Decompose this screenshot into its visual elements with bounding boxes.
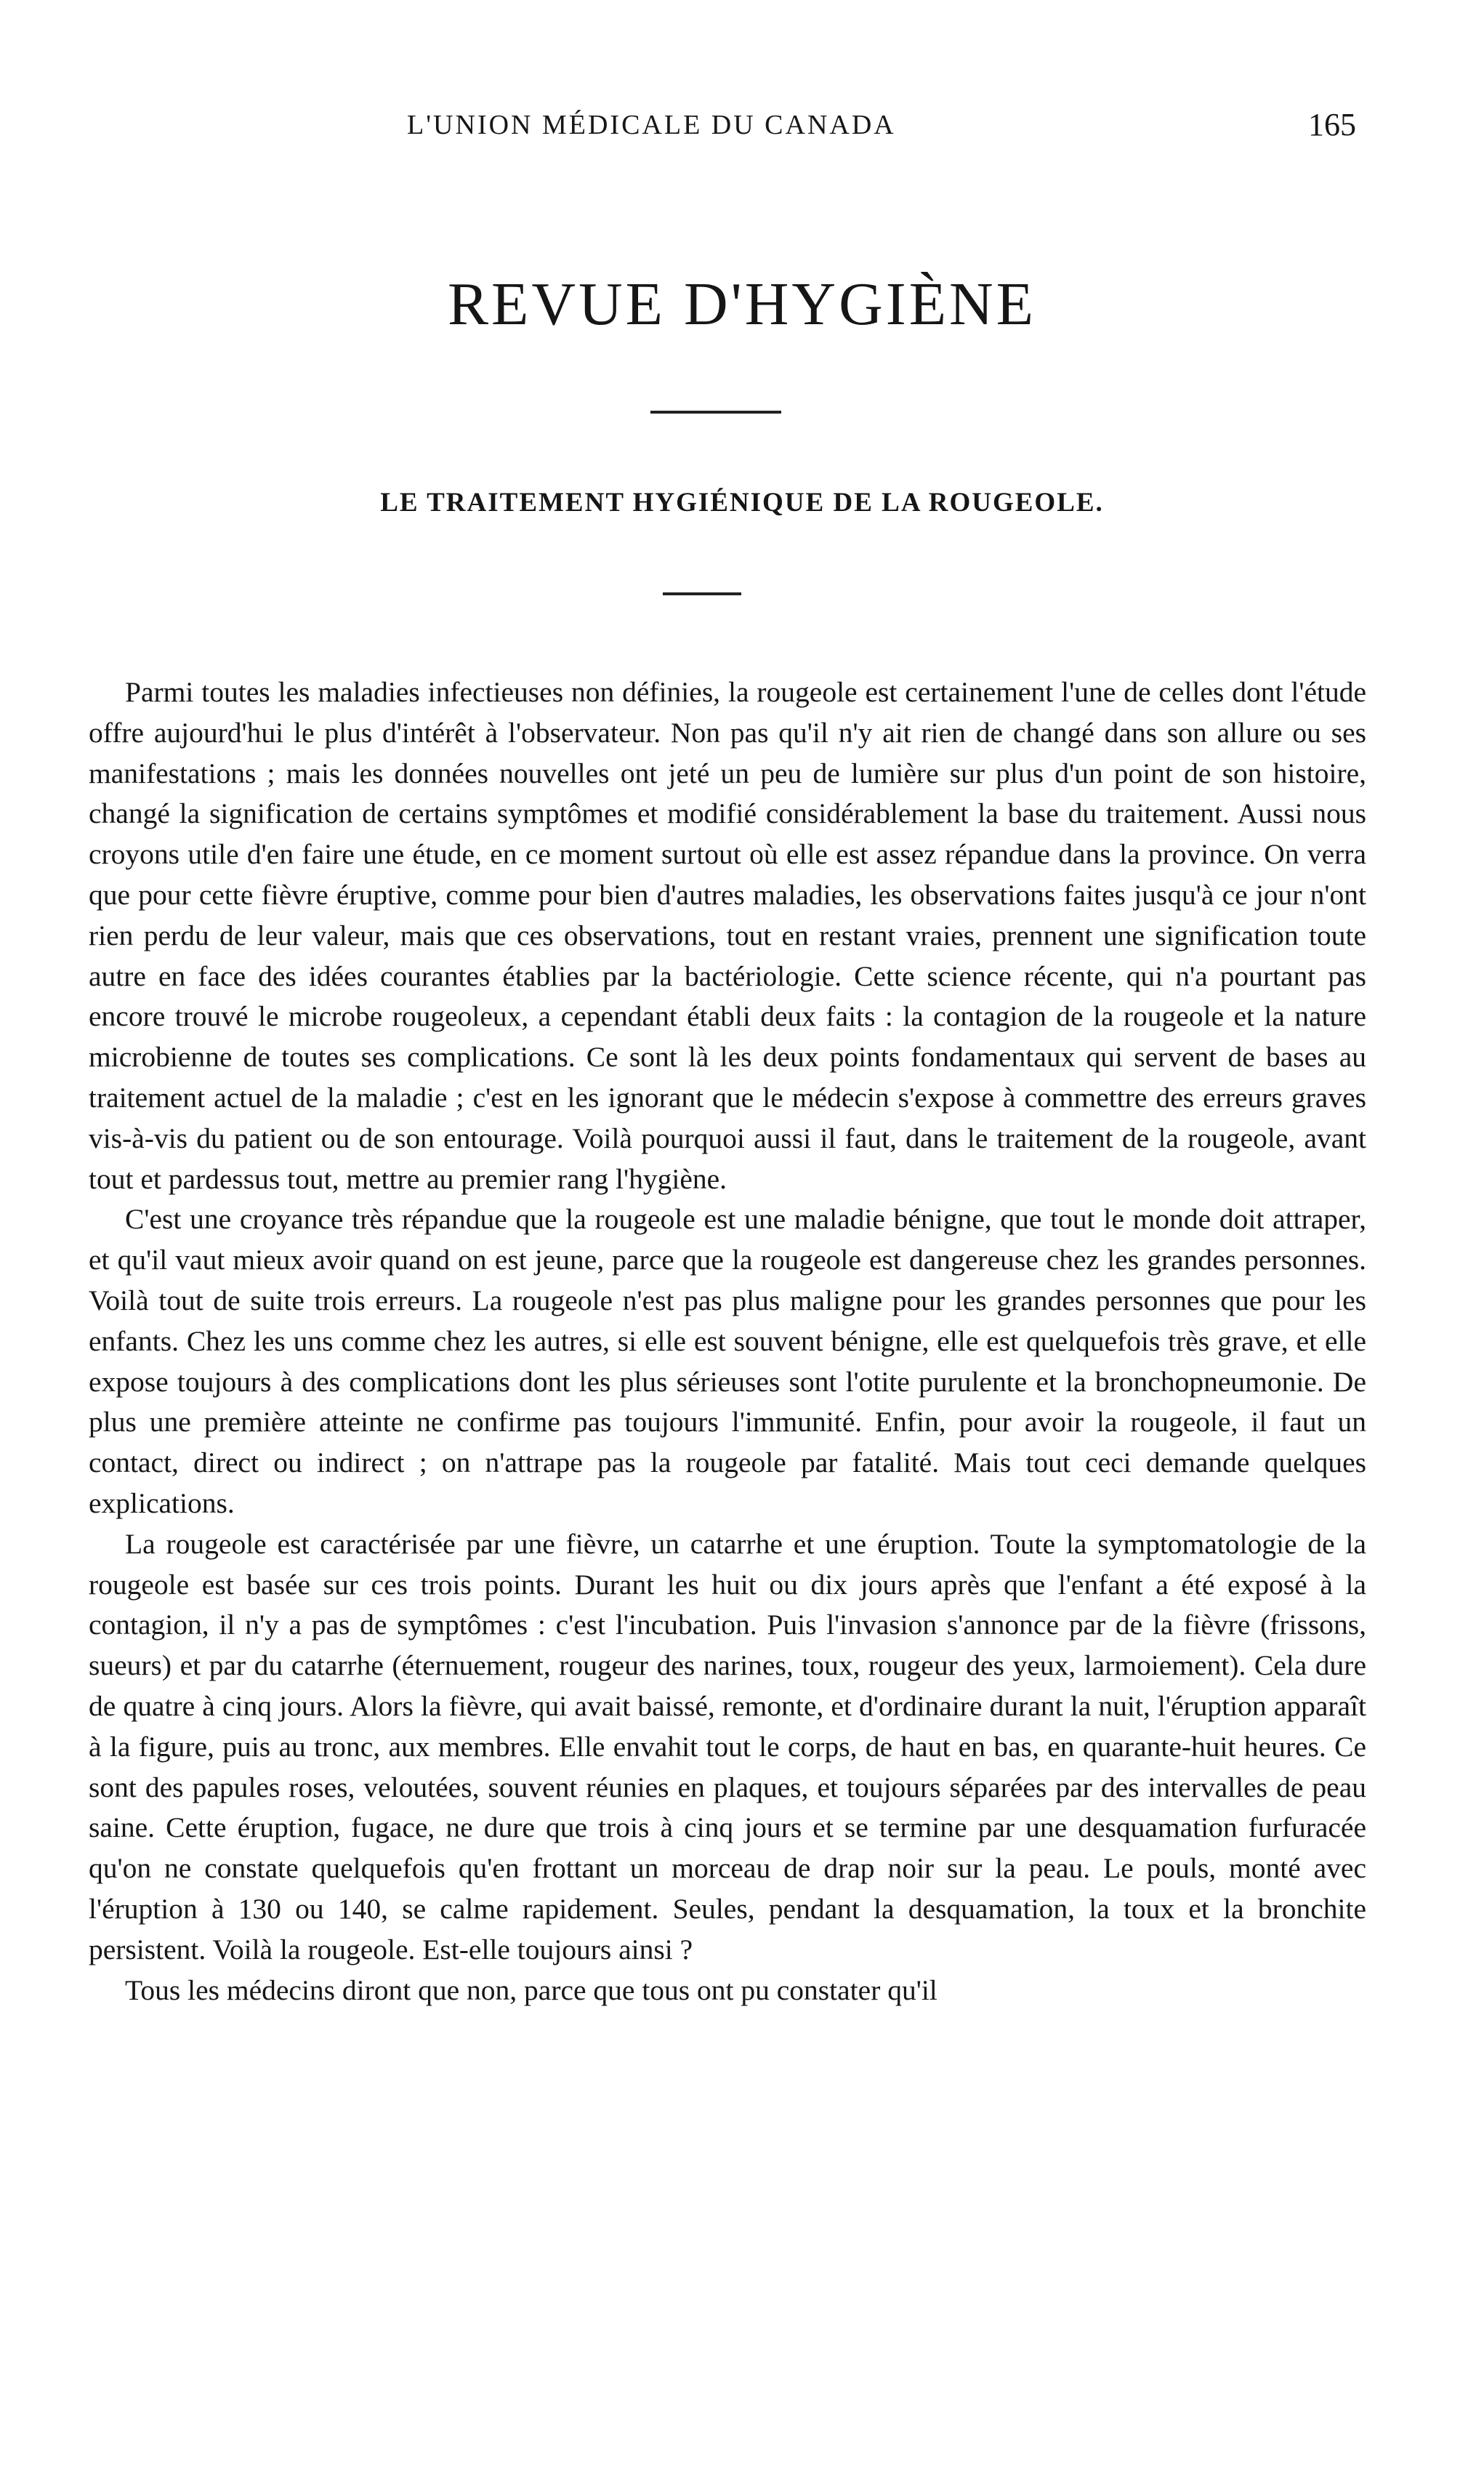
page-number: 165 [1308, 107, 1356, 142]
paragraph: Parmi toutes les maladies infectieuses non définies, la rougeole est certainement l'une de celles dont l'étude offre aujourd'hui le plus d'intérêt à l'observateur. Non pas qu'il n'y ait rien de changé dans son allure ou ses manifestations ; mais les données nouvelles ont jeté un peu de lumière sur plus d'un point de son histoire, changé la signification de certains symptômes et modifié considérablement la base du traitement. Aussi nous croyons utile d'en faire une étude, en ce moment surtout où elle est assez répandue dans la province. On verra que pour cette fièvre éruptive, comme pour bien d'autres maladies, les observations faites jusqu'à ce jour n'ont rien perdu de leur valeur, mais que ces observations, tout en restant vraies, prennent une signification toute autre en face des idées courantes établies par la bactériologie. Cette science récente, qui n'a pourtant pas encore trouvé le microbe rougeoleux, a cependant établi deux faits : la contagion de la rougeole et la nature microbienne de toutes ses complications. Ce sont là les deux points fondamentaux qui servent de bases au traitement actuel de la maladie ; c'est en les ignorant que le médecin s'expose à commettre des erreurs graves vis-à-vis du patient ou de son entourage. Voilà pourquoi aussi il faut, dans le traitement de la rougeole, avant tout et pardessus tout, mettre au premier rang l'hygiène. [89, 676, 1366, 1195]
article-body [89, 672, 1366, 2011]
paragraph: C'est une croyance très répandue que la rougeole est une maladie bénigne, que tout le monde doit attraper, et qu'il vaut mieux avoir quand on est jeune, parce que la rougeole est dangereuse chez les grandes personnes. Voilà tout de suite trois erreurs. La rougeole n'est pas plus maligne pour les grandes personnes que pour les enfants. Chez les uns comme chez les autres, si elle est souvent bénigne, elle est quelquefois très grave, et elle expose toujours à des complications dont les plus sérieuses sont l'otite purulente et la bronchopneumonie. De plus une première atteinte ne confirme pas toujours l'immunité. Enfin, pour avoir la rougeole, il faut un contact, direct ou indirect ; on n'attrape pas la rougeole par fatalité. Mais tout ceci demande quelques explications. [89, 1203, 1366, 1519]
paragraph: La rougeole est caractérisée par une fièvre, un catarrhe et une éruption. Toute la symptomatologie de la rougeole est basée sur ces trois points. Durant les huit ou dix jours après que l'enfant a été exposé à la contagion, il n'y a pas de symptômes : c'est l'incubation. Puis l'invasion s'annonce par de la fièvre (frissons, sueurs) et par du catarrhe (éternuement, rougeur des narines, toux, rougeur des yeux, larmoiement). Cela dure de quatre à cinq jours. Alors la fièvre, qui avait baissé, remonte, et d'ordinaire durant la nuit, l'éruption apparaît à la figure, puis au tronc, aux membres. Elle envahit tout le corps, de haut en bas, en quarante-huit heures. Ce sont des papules roses, veloutées, souvent réunies en plaques, et toujours séparées par des intervalles de peau saine. Cette éruption, fugace, ne dure que trois à cinq jours et se termine par une desquamation furfuracée qu'on ne constate quelquefois qu'en frottant un morceau de drap noir sur la peau. Le pouls, monté avec l'éruption à 130 ou 140, se calme rapidement. Seules, pendant la desquamation, la toux et la bronchite persistent. Voilà la rougeole. Est-elle toujours ainsi ? [89, 1527, 1366, 1965]
divider-rule [663, 592, 741, 595]
section-title: REVUE D'HYGIÈNE [447, 270, 1036, 338]
divider-rule [650, 411, 781, 414]
paragraph: Tous les médecins diront que non, parce que tous ont pu constater qu'il [125, 1973, 937, 2006]
running-head: L'UNION MÉDICALE DU CANADA [407, 110, 896, 140]
article-title: LE TRAITEMENT HYGIÉNIQUE DE LA ROUGEOLE. [380, 488, 1104, 518]
